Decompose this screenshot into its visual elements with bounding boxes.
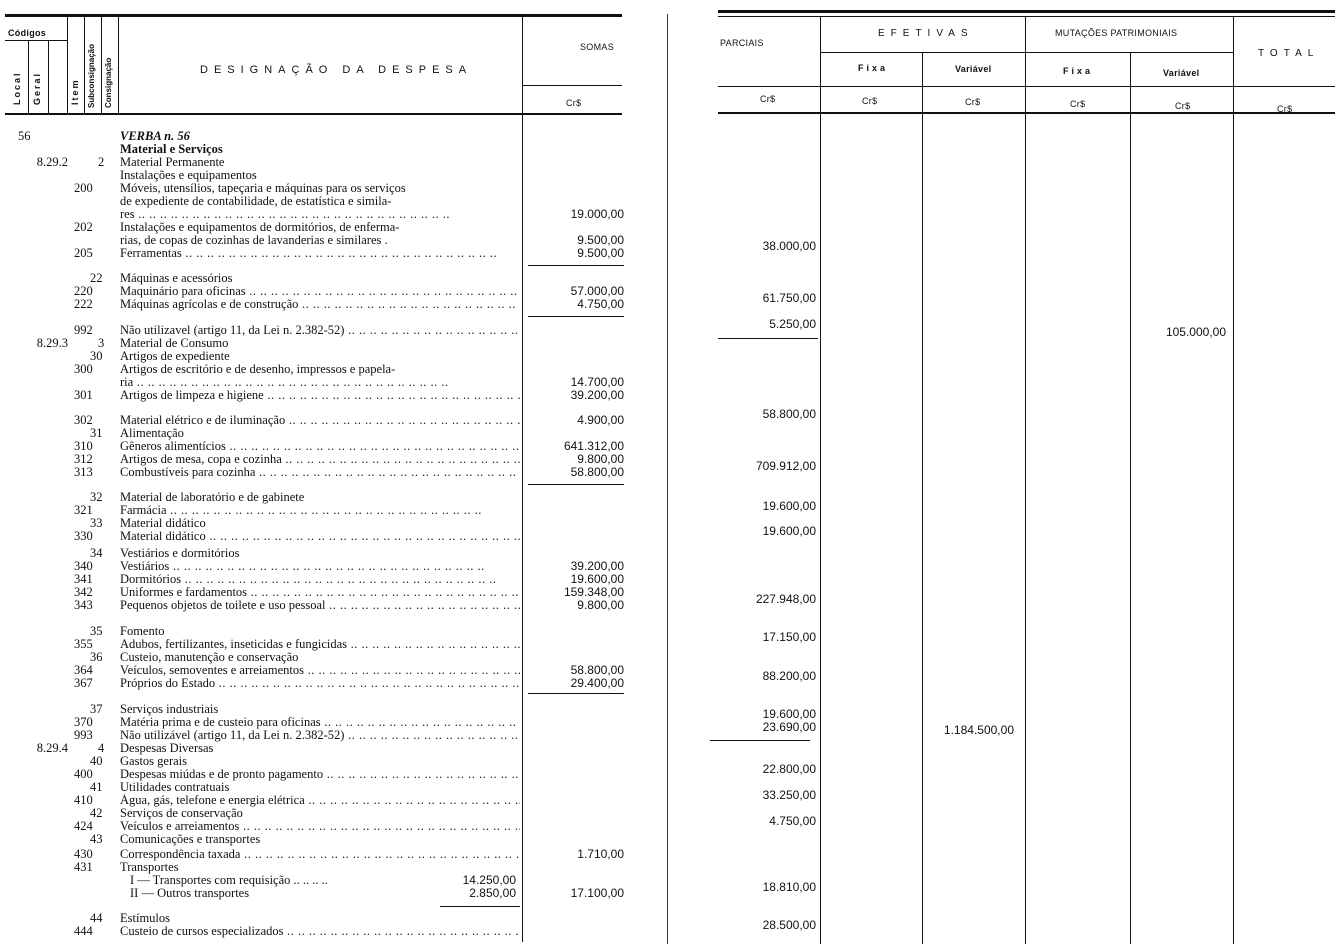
variavel2-currency: Cr$ — [1175, 101, 1191, 111]
expense-description: res .. .. — [120, 208, 520, 221]
expense-description: Pequenos objetos de toilete e uso pessoal .. .. — [120, 599, 520, 612]
total-header: TOTAL — [1258, 48, 1320, 59]
expense-description: Ferramentas .. .. — [120, 247, 520, 260]
codigos-rule — [5, 40, 67, 41]
parciais-amount: 28.500,00 — [762, 918, 816, 932]
left-top-rule — [5, 14, 622, 17]
expense-description: Fomento — [120, 625, 165, 638]
sub-amount: 2.850,00 — [469, 886, 516, 900]
parciais-amount: 709.912,00 — [755, 459, 816, 473]
geral-code: 222 — [74, 297, 93, 311]
local-header: Local — [12, 71, 22, 105]
geral-code: 22 — [90, 271, 103, 285]
codigos-header: Códigos — [8, 28, 47, 38]
geral-code: 301 — [74, 388, 93, 402]
geral-code: 342 — [74, 585, 93, 599]
somas-currency: Cr$ — [566, 98, 582, 108]
expense-description: Alimentação — [120, 427, 184, 440]
expense-description: Não utilizável (artigo 11, da Lei n. 2.382-52) .. .. — [120, 729, 520, 742]
subtotal-rule — [528, 265, 624, 266]
efetivas-fixa-total: 1.184.500,00 — [943, 723, 1014, 737]
expense-description: Máquinas agrícolas e de construção .. .. — [120, 298, 520, 311]
col-divider — [28, 40, 29, 113]
parciais-amount: 58.800,00 — [762, 407, 816, 421]
col-divider — [67, 17, 68, 113]
parciais-amount: 33.250,00 — [762, 788, 816, 802]
geral-code: 313 — [74, 465, 93, 479]
expense-description: Material de laboratório e de gabinete — [120, 491, 305, 504]
geral-code: 424 — [74, 819, 93, 833]
fixa2-currency: Cr$ — [1070, 99, 1086, 109]
expense-description: Despesas Diversas — [120, 742, 214, 755]
page-gutter — [667, 14, 668, 944]
right-top-rule — [718, 10, 1335, 13]
expense-description: Estímulos — [120, 912, 171, 925]
consignacao-header: Consignação — [104, 57, 113, 108]
somas-amount: 19.600,00 — [570, 572, 624, 586]
item-header: Item — [70, 78, 80, 105]
somas-amount: 14.700,00 — [570, 375, 624, 389]
expense-description: Matéria prima e de custeio para oficinas .. .. — [120, 716, 520, 729]
col-divider — [101, 17, 102, 113]
col-divider — [118, 17, 119, 113]
geral-code: 302 — [74, 413, 93, 427]
geral-code: 312 — [74, 452, 93, 466]
parciais-amount: 19.600,00 — [762, 707, 816, 721]
subconsignacao-header: Subconsignação — [87, 43, 96, 108]
expense-description: Material elétrico e de iluminação .. .. — [120, 414, 520, 427]
geral-header: Geral — [32, 71, 42, 105]
geral-code: 430 — [74, 847, 93, 861]
expense-description: Vestiários e dormitórios — [120, 547, 240, 560]
geral-code: 30 — [90, 349, 103, 363]
geral-code: 992 — [74, 323, 93, 337]
somas-amount: 9.500,00 — [577, 233, 624, 247]
geral-code: 341 — [74, 572, 93, 586]
parciais-amount: 19.600,00 — [762, 499, 816, 513]
geral-code: 40 — [90, 754, 103, 768]
geral-code: 37 — [90, 702, 103, 716]
expense-description: Material didático .. .. — [120, 530, 520, 543]
geral-code: 220 — [74, 284, 93, 298]
geral-code: 31 — [90, 426, 103, 440]
geral-code: 400 — [74, 767, 93, 781]
somas-amount: 39.200,00 — [570, 559, 624, 573]
right-header-bottom-rule — [718, 112, 1335, 114]
expense-description: Comunicações e transportes — [120, 833, 261, 846]
geral-code: 44 — [90, 911, 103, 925]
expense-description: Máquinas e acessórios — [120, 272, 233, 285]
expense-description: Serviços industriais — [120, 703, 219, 716]
somas-amount: 39.200,00 — [570, 388, 624, 402]
geral-code: 367 — [74, 676, 93, 690]
parciais-currency: Cr$ — [760, 94, 776, 104]
somas-rule — [522, 85, 622, 86]
somas-amount: 57.000,00 — [570, 284, 624, 298]
geral-code: 32 — [90, 490, 103, 504]
somas-column-divider — [522, 17, 523, 942]
designacao-header: DESIGNAÇÃO DA DESPESA — [200, 64, 473, 76]
expense-description: Artigos de mesa, copa e cozinha .. .. — [120, 453, 520, 466]
parciais-header: PARCIAIS — [720, 38, 764, 48]
expense-description: Material e Serviços — [120, 143, 223, 156]
total-currency: Cr$ — [1277, 104, 1293, 114]
variavel-currency: Cr$ — [965, 97, 981, 107]
local-code: 56 — [18, 129, 31, 143]
parciais-amount: 88.200,00 — [762, 669, 816, 683]
expense-description: Uniformes e fardamentos .. .. — [120, 586, 520, 599]
geral-code: 310 — [74, 439, 93, 453]
geral-code: 205 — [74, 246, 93, 260]
sub-amount: 14.250,00 — [462, 873, 516, 887]
geral-code: 42 — [90, 806, 103, 820]
parciais-amount: 4.750,00 — [769, 814, 816, 828]
expense-description: Maquinário para oficinas .. .. — [120, 285, 520, 298]
geral-code: 993 — [74, 728, 93, 742]
expense-description: Material de Consumo — [120, 337, 229, 350]
efetivas-header: EFETIVAS — [878, 28, 974, 39]
expense-description: Custeio, manutenção e conservação — [120, 651, 299, 664]
expense-description: Próprios do Estado .. .. — [120, 677, 520, 690]
geral-code: 370 — [74, 715, 93, 729]
expense-description: Farmácia .. .. — [120, 504, 520, 517]
expense-description: Artigos de expediente — [120, 350, 230, 363]
col-divider — [1233, 17, 1234, 944]
somas-amount: 58.800,00 — [570, 663, 624, 677]
geral-code: 41 — [90, 780, 103, 794]
expense-description: Gastos gerais — [120, 755, 187, 768]
parciais-amount: 19.600,00 — [762, 524, 816, 538]
somas-amount: 641.312,00 — [563, 439, 624, 453]
col-divider — [48, 40, 49, 113]
parciais-amount: 17.150,00 — [762, 630, 816, 644]
expense-description: Material didático — [120, 517, 206, 530]
geral-code: 321 — [74, 503, 93, 517]
col-divider — [1025, 17, 1026, 944]
geral-code: 36 — [90, 650, 103, 664]
fixa-currency: Cr$ — [862, 96, 878, 106]
local-code: 8.29.2 — [36, 155, 68, 169]
geral-code: 364 — [74, 663, 93, 677]
parciais-amount: 38.000,00 — [762, 239, 816, 253]
somas-amount: 4.900,00 — [577, 413, 624, 427]
expense-description: Gêneros alimentícios .. .. — [120, 440, 520, 453]
expense-description: I — Transportes com requisição .. .. .. .. — [130, 874, 328, 887]
geral-code: 4 — [98, 741, 105, 755]
expense-description: Dormitórios .. .. — [120, 573, 520, 586]
expense-description: Combustíveis para cozinha .. .. — [120, 466, 520, 479]
expense-description: Instalações e equipamentos — [120, 169, 257, 182]
col-divider — [84, 17, 85, 113]
geral-code: 431 — [74, 860, 93, 874]
mutacoes-header: MUTAÇÕES PATRIMONIAIS — [1055, 28, 1178, 38]
left-header-bottom-rule — [5, 113, 622, 115]
somas-amount: 9.800,00 — [577, 452, 624, 466]
expense-description: Água, gás, telefone e energia elétrica .. .. — [120, 794, 520, 807]
parciais-rule — [718, 338, 818, 339]
subtotal-rule — [440, 906, 520, 907]
efetivas-rule — [820, 52, 1233, 53]
geral-code: 355 — [74, 637, 93, 651]
parciais-amount: 23.690,00 — [762, 720, 816, 734]
fixa-header-1: Fixa — [858, 63, 889, 73]
subtotal-rule — [528, 484, 624, 485]
geral-code: 2 — [98, 155, 105, 169]
geral-code: 410 — [74, 793, 93, 807]
somas-amount: 19.000,00 — [570, 207, 624, 221]
parciais-rule — [710, 740, 810, 741]
geral-code: 202 — [74, 220, 93, 234]
somas-amount: 58.800,00 — [570, 465, 624, 479]
parciais-amount: 61.750,00 — [762, 291, 816, 305]
geral-code: 33 — [90, 516, 103, 530]
parciais-amount: 22.800,00 — [762, 762, 816, 776]
somas-amount: 4.750,00 — [577, 297, 624, 311]
expense-description: Veículos e arreiamentos .. .. — [120, 820, 520, 833]
expense-description: Veículos, semoventes e arreiamentos .. .. — [120, 664, 520, 677]
local-code: 8.29.3 — [36, 336, 68, 350]
local-code: 8.29.4 — [36, 741, 68, 755]
parciais-amount: 5.250,00 — [769, 317, 816, 331]
somas-amount: 1.710,00 — [577, 847, 624, 861]
fixa-header-2: Fixa — [1063, 66, 1094, 76]
expense-description: Transportes — [120, 861, 179, 874]
somas-amount: 9.500,00 — [577, 246, 624, 260]
expense-description: Móveis, utensílios, tapeçaria e máquinas para os serviços — [120, 182, 406, 195]
expense-description: Artigos de limpeza e higiene .. .. — [120, 389, 520, 402]
geral-code: 35 — [90, 624, 103, 638]
expense-description: Despesas miúdas e de pronto pagamento .. .. — [120, 768, 520, 781]
expense-description: rias, de copas de cozinhas de lavanderias e similares . — [120, 234, 388, 247]
expense-description: Adubos, fertilizantes, inseticidas e fungicidas .. .. — [120, 638, 520, 651]
somas-amount: 17.100,00 — [570, 886, 624, 900]
geral-code: 34 — [90, 546, 103, 560]
geral-code: 200 — [74, 181, 93, 195]
geral-code: 300 — [74, 362, 93, 376]
parciais-amount: 18.810,00 — [762, 880, 816, 894]
expense-description: II — Outros transportes — [130, 887, 250, 900]
variavel-header-1: Variável — [955, 64, 992, 74]
col-divider — [1130, 52, 1131, 944]
expense-description: Instalações e equipamentos de dormitórios, de enferma- — [120, 221, 400, 234]
geral-code: 340 — [74, 559, 93, 573]
geral-code: 3 — [98, 336, 105, 350]
expense-description: ria .. .. — [120, 376, 520, 389]
permanente-variavel-total: 105.000,00 — [1165, 325, 1226, 339]
somas-amount: 9.800,00 — [577, 598, 624, 612]
geral-code: 343 — [74, 598, 93, 612]
expense-description: Vestiários .. .. — [120, 560, 520, 573]
geral-code: 444 — [74, 924, 93, 938]
subtotal-rule — [528, 316, 624, 317]
col-divider — [922, 52, 923, 944]
expense-description: Não utilizavel (artigo 11, da Lei n. 2.382-52) .. .. — [120, 324, 520, 337]
expense-description: de expediente de contabilidade, de estatística e simila- — [120, 195, 392, 208]
somas-header: SOMAS — [580, 42, 615, 52]
expense-description: VERBA n. 56 — [120, 130, 190, 143]
somas-amount: 159.348,00 — [563, 585, 624, 599]
expense-description: Artigos de escritório e de desenho, impressos e papela- — [120, 363, 396, 376]
variavel-header-2: Variável — [1163, 68, 1200, 78]
expense-description: Correspondência taxada .. .. — [120, 848, 520, 861]
geral-code: 330 — [74, 529, 93, 543]
subtotal-rule — [528, 693, 624, 694]
parciais-amount: 227.948,00 — [755, 592, 816, 606]
expense-description: Serviços de conservação — [120, 807, 243, 820]
somas-amount: 29.400,00 — [570, 676, 624, 690]
expense-description: Custeio de cursos especializados .. .. — [120, 925, 520, 938]
geral-code: 43 — [90, 832, 103, 846]
currency-rule — [718, 86, 1335, 87]
expense-description: Material Permanente — [120, 156, 225, 169]
col-divider — [820, 17, 821, 944]
right-top-rule-2 — [718, 16, 1335, 17]
expense-description: Utilidades contratuais — [120, 781, 230, 794]
